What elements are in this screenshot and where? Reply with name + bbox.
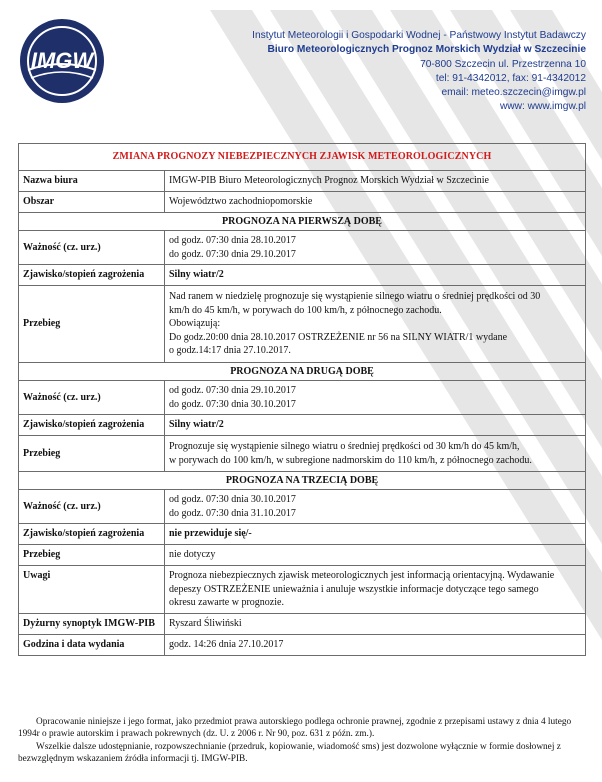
day2-course-label: Przebieg [19, 436, 165, 472]
day2-phenomenon-row [19, 415, 586, 436]
synoptic-value: Ryszard Śliwiński [165, 614, 586, 635]
day2-validity-value [165, 381, 586, 415]
day1-phenomenon-row [19, 265, 586, 286]
day2-validity-label: Ważność (cz. urz.) [19, 381, 165, 415]
day2-validity-from: od godz. 07:30 dnia 29.10.2017 [169, 385, 296, 397]
day3-heading: PROGNOZA NA TRZECIĄ DOBĘ [19, 472, 586, 490]
imgw-logo [19, 18, 105, 104]
day1-course-line: Obowiązują: [169, 318, 221, 330]
day3-course-row [19, 545, 586, 566]
doc-title: ZMIANA PROGNOZY NIEBEZPIECZNYCH ZJAWISK METEOROLOGICZNYCH [19, 144, 586, 171]
area-value: Województwo zachodniopomorskie [165, 192, 586, 213]
website-link[interactable]: www: www.imgw.pl [499, 101, 586, 113]
forecast-form [18, 143, 586, 656]
phone-fax: tel: 91-4342012, fax: 91-4342012 [435, 72, 586, 84]
day2-heading-row [19, 363, 586, 381]
day2-course-value [165, 436, 586, 472]
day1-course-label: Przebieg [19, 286, 165, 363]
institute-contact [252, 29, 586, 115]
address: 70-800 Szczecin ul. Przestrzenna 10 [420, 58, 586, 70]
day3-validity-row [19, 490, 586, 524]
remarks-label: Uwagi [19, 566, 165, 614]
area-row [19, 192, 586, 213]
day2-course-row [19, 436, 586, 472]
day1-course-value [165, 286, 586, 363]
day1-course-line: Do godz.20:00 dnia 28.10.2017 OSTRZEŻENIE nr 56 na SILNY WIATR/1 wydane [169, 331, 508, 343]
remarks-value [165, 566, 586, 614]
letterhead [0, 0, 602, 140]
remarks-line: Prognoza niebezpiecznych zjawisk meteorologicznych jest informacją orientacyjną. Wydawanie [169, 570, 555, 582]
day2-phenomenon-label: Zjawisko/stopień zagrożenia [19, 415, 165, 436]
day3-validity-to: do godz. 07:30 dnia 31.10.2017 [169, 507, 296, 519]
day3-validity-value [165, 490, 586, 524]
day3-phenomenon-label: Zjawisko/stopień zagrożenia [19, 524, 165, 545]
institute-name: Instytut Meteorologii i Gospodarki Wodnej - Państwowy Instytut Badawczy [252, 30, 586, 41]
title-row [19, 144, 586, 171]
day1-validity-from: od godz. 07:30 dnia 28.10.2017 [169, 235, 296, 247]
day1-course-line: Nad ranem w niedzielę prognozuje się wystąpienie silnego wiatru o średniej prędkości od 30 [169, 291, 541, 303]
day3-heading-row [19, 472, 586, 490]
office-label: Nazwa biura [19, 171, 165, 192]
day2-course-line: w porywach do 100 km/h, w subregione nadmorskim do 110 km/h, z północnego zachodu. [169, 454, 532, 466]
day1-validity-value [165, 231, 586, 265]
copyright-notice [18, 716, 586, 765]
remarks-line: depeszy OSTRZEŻENIE unieważnia i anuluje wszystkie informacje dotyczące tego samego [169, 583, 539, 595]
day1-course-line: o godz.14:17 dnia 27.10.2017. [169, 345, 291, 357]
day3-course-label: Przebieg [19, 545, 165, 566]
day3-phenomenon-row [19, 524, 586, 545]
day3-validity-from: od godz. 07:30 dnia 30.10.2017 [169, 494, 296, 506]
synoptic-label: Dyżurny synoptyk IMGW-PIB [19, 614, 165, 635]
forecast-table [18, 143, 586, 656]
day2-validity-to: do godz. 07:30 dnia 30.10.2017 [169, 398, 296, 410]
area-label: Obszar [19, 192, 165, 213]
day1-phenomenon-value: Silny wiatr/2 [165, 265, 586, 286]
remarks-row [19, 566, 586, 614]
day1-validity-label: Ważność (cz. urz.) [19, 231, 165, 265]
day1-phenomenon-label: Zjawisko/stopień zagrożenia [19, 265, 165, 286]
day2-phenomenon-value: Silny wiatr/2 [165, 415, 586, 436]
issued-label: Godzina i data wydania [19, 635, 165, 656]
copyright-paragraph: Opracowanie niniejsze i jego format, jako przedmiot prawa autorskiego podlega ochronie prawnej, zgodnie z przepisami ustawy z dnia 4 lutego 1994r o prawie autorskim i prawach pokrewnych (dz. U. z 2006 r. Nr 90, poz. 631 z późn. zm.). [18, 717, 572, 740]
bureau-name: Biuro Meteorologicznych Prognoz Morskich Wydział w Szczecinie [267, 44, 586, 56]
day3-validity-label: Ważność (cz. urz.) [19, 490, 165, 524]
day1-validity-row [19, 231, 586, 265]
issued-row [19, 635, 586, 656]
office-row [19, 171, 586, 192]
day1-course-row [19, 286, 586, 363]
synoptic-row [19, 614, 586, 635]
day1-validity-to: do godz. 07:30 dnia 29.10.2017 [169, 248, 296, 260]
day2-validity-row [19, 381, 586, 415]
day3-course-value: nie dotyczy [165, 545, 586, 566]
redistribution-paragraph: Wszelkie dalsze udostępnianie, rozpowszechnianie (przedruk, kopiowanie, wiadomość sms) jest dozwolone wyłącznie w formie dosłownej z bezwzględnym wskazaniem źródła informacji tj. IMGW-PIB. [18, 741, 561, 764]
office-value: IMGW-PIB Biuro Meteorologicznych Prognoz Morskich Wydział w Szczecinie [165, 171, 586, 192]
day2-course-line: Prognozuje się wystąpienie silnego wiatru o średniej prędkości od 30 km/h do 45 km/h, [169, 441, 520, 453]
day1-heading: PROGNOZA NA PIERWSZĄ DOBĘ [19, 213, 586, 231]
issued-value: godz. 14:26 dnia 27.10.2017 [165, 635, 586, 656]
remarks-line: okresu zawarte w prognozie. [169, 597, 284, 609]
email-link[interactable]: email: meteo.szczecin@imgw.pl [441, 87, 586, 99]
logo-text: IMGW [30, 48, 94, 73]
day1-heading-row [19, 213, 586, 231]
day2-heading: PROGNOZA NA DRUGĄ DOBĘ [19, 363, 586, 381]
day1-course-line: km/h do 45 km/h, w porywach do 100 km/h, z północnego zachodu. [169, 304, 442, 316]
day3-phenomenon-value: nie przewiduje się/- [165, 524, 586, 545]
